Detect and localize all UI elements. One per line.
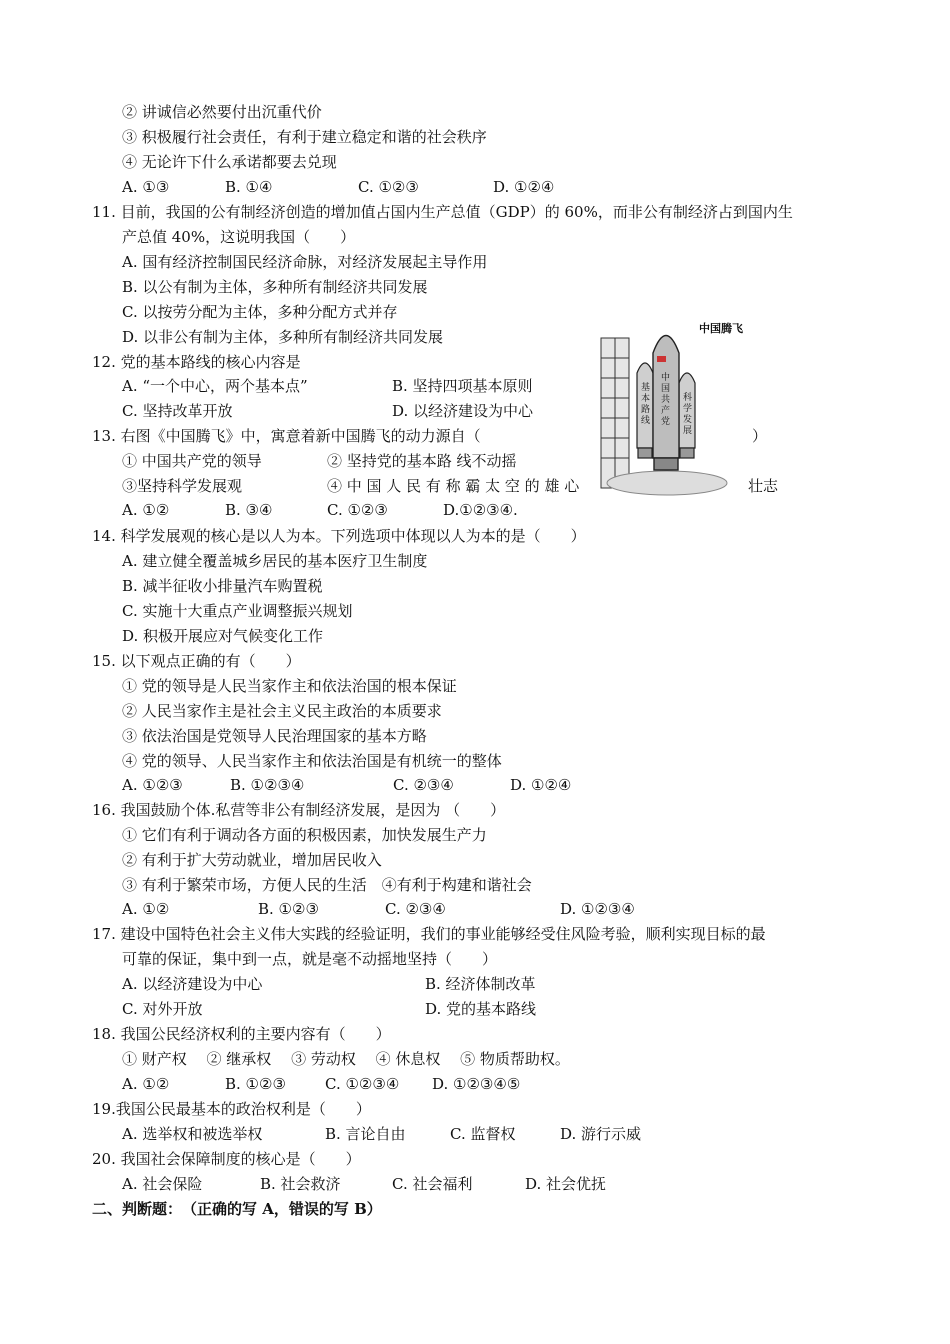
option-17: A. ①②③ xyxy=(122,776,183,794)
option-35: C. 监督权 xyxy=(450,1125,516,1143)
text-line-7: C. 以按劳分配为主体，多种分配方式并存 xyxy=(122,303,398,321)
option-28: D. 党的基本路线 xyxy=(425,1000,537,1018)
building-illustration xyxy=(601,338,629,488)
smoke-cloud xyxy=(607,471,727,495)
option-26: B. 经济体制改革 xyxy=(425,975,536,993)
option-37: A. 社会保险 xyxy=(122,1175,203,1193)
option-5: B. 坚持四项基本原则 xyxy=(392,377,533,395)
text-line-5: A. 国有经济控制国民经济命脉，对经济发展起主导作用 xyxy=(122,253,488,271)
text-line-1: ③ 积极履行社会责任，有利于建立稳定和谐的社会秩序 xyxy=(122,128,487,146)
text-line-25: ③ 有利于繁荣市场，方便人民的生活 ④有利于构建和谐社会 xyxy=(122,876,532,894)
option-1: B. ①④ xyxy=(225,178,273,196)
text-line-19: ② 人民当家作主是社会主义民主政治的本质要求 xyxy=(122,702,442,720)
option-25: A. 以经济建设为中心 xyxy=(122,975,263,993)
text-line-13: A. 建立健全覆盖城乡居民的基本医疗卫生制度 xyxy=(122,552,428,570)
option-15: C. ①②③ xyxy=(327,501,388,519)
text-line-4: 产总值 40%，这说明我国（ ） xyxy=(122,228,356,246)
text-line-29: ① 财产权 ② 继承权 ③ 劳动权 ④ 休息权 ⑤ 物质帮助权。 xyxy=(122,1050,570,1068)
option-36: D. 游行示威 xyxy=(560,1125,642,1143)
option-31: C. ①②③④ xyxy=(325,1075,400,1093)
option-6: C. 坚持改革开放 xyxy=(122,402,233,420)
text-line-14: B. 减半征收小排量汽车购置税 xyxy=(122,577,323,595)
option-23: C. ②③④ xyxy=(385,900,446,918)
option-38: B. 社会救济 xyxy=(260,1175,341,1193)
figure-caption: 中国腾飞 xyxy=(699,322,743,335)
text-line-6: B. 以公有制为主体，多种所有制经济共同发展 xyxy=(122,278,428,296)
option-8: ① 中国共产党的领导 xyxy=(122,452,262,470)
text-line-20: ③ 依法治国是党领导人民治理国家的基本方略 xyxy=(122,727,427,745)
text-line-23: ① 它们有利于调动各方面的积极因素，加快发展生产力 xyxy=(122,826,487,844)
section-heading-judgement: 二、判断题： （正确的写 A，错误的写 B） xyxy=(92,1200,382,1218)
text-line-18: ① 党的领导是人民当家作主和依法治国的根本保证 xyxy=(122,677,457,695)
option-22: B. ①②③ xyxy=(258,900,319,918)
option-10: ③坚持科学发展观 xyxy=(122,477,243,495)
option-3: D. ①②④ xyxy=(493,178,555,196)
text-line-17: 15. 以下观点正确的有（ ） xyxy=(92,652,301,670)
option-7: D. 以经济建设为中心 xyxy=(392,402,534,420)
option-27: C. 对外开放 xyxy=(122,1000,203,1018)
text-line-24: ② 有利于扩大劳动就业，增加居民收入 xyxy=(122,851,382,869)
option-0: A. ①③ xyxy=(122,178,170,196)
option-39: C. 社会福利 xyxy=(392,1175,473,1193)
text-line-10: 13. 右图《中国腾飞》中，寓意着新中国腾飞的动力源自（ xyxy=(92,427,481,445)
option-34: B. 言论自由 xyxy=(325,1125,406,1143)
text-line-0: ② 讲诚信必然要付出沉重代价 xyxy=(122,103,322,121)
option-14: B. ③④ xyxy=(225,501,273,519)
text-line-12: 14. 科学发展观的核心是以人为本。下列选项中体现以人为本的是（ ） xyxy=(92,527,586,545)
rocket-right-label: 科学发展 xyxy=(683,393,693,436)
text-line-31: 20. 我国社会保障制度的核心是（ ） xyxy=(92,1150,361,1168)
text-line-11: ） xyxy=(752,427,768,445)
text-line-2: ④ 无论许下什么承诺都要去兑现 xyxy=(122,153,337,171)
option-4: A. “一个中心，两个基本点” xyxy=(122,377,308,395)
option-12: 壮志 xyxy=(748,477,779,495)
option-29: A. ①② xyxy=(122,1075,170,1093)
text-line-30: 19.我国公民最基本的政治权利是（ ） xyxy=(92,1100,371,1118)
option-21: A. ①② xyxy=(122,900,170,918)
text-line-22: 16. 我国鼓励个体.私营等非公有制经济发展，是因为 （ ） xyxy=(92,801,506,819)
text-line-27: 可靠的保证，集中到一点，就是毫不动摇地坚持（ ） xyxy=(122,950,498,968)
option-11: ④ 中 国 人 民 有 称 霸 太 空 的 雄 心 xyxy=(327,477,580,495)
text-line-26: 17. 建设中国特色社会主义伟大实践的经验证明，我们的事业能够经受住风险考验，顺利实现目标的最 xyxy=(92,925,766,943)
text-line-15: C. 实施十大重点产业调整振兴规划 xyxy=(122,602,353,620)
text-line-21: ④ 党的领导、人民当家作主和依法治国是有机统一的整体 xyxy=(122,752,502,770)
option-32: D. ①②③④⑤ xyxy=(432,1075,521,1093)
rocket-left-label: 基本路线 xyxy=(641,383,651,426)
option-20: D. ①②④ xyxy=(510,776,572,794)
text-line-9: 12. 党的基本路线的核心内容是 xyxy=(92,353,301,371)
option-9: ② 坚持党的基本路 线不动摇 xyxy=(327,452,517,470)
option-30: B. ①②③ xyxy=(225,1075,286,1093)
option-18: B. ①②③④ xyxy=(230,776,305,794)
text-line-3: 11. 目前，我国的公有制经济创造的增加值占国内生产总值（GDP）的 60%，而非公有制经济占到国内生 xyxy=(92,203,793,221)
option-33: A. 选举权和被选举权 xyxy=(122,1125,263,1143)
text-line-28: 18. 我国公民经济权利的主要内容有（ ） xyxy=(92,1025,391,1043)
option-2: C. ①②③ xyxy=(358,178,419,196)
china-takeoff-cartoon xyxy=(597,318,743,493)
option-19: C. ②③④ xyxy=(393,776,454,794)
text-line-16: D. 积极开展应对气候变化工作 xyxy=(122,627,324,645)
rocket-center-label: 中国共产党 xyxy=(661,373,671,427)
option-13: A. ①② xyxy=(122,501,170,519)
option-40: D. 社会优抚 xyxy=(525,1175,607,1193)
text-line-8: D. 以非公有制为主体，多种所有制经济共同发展 xyxy=(122,328,444,346)
option-16: D.①②③④. xyxy=(443,501,518,519)
option-24: D. ①②③④ xyxy=(560,900,635,918)
